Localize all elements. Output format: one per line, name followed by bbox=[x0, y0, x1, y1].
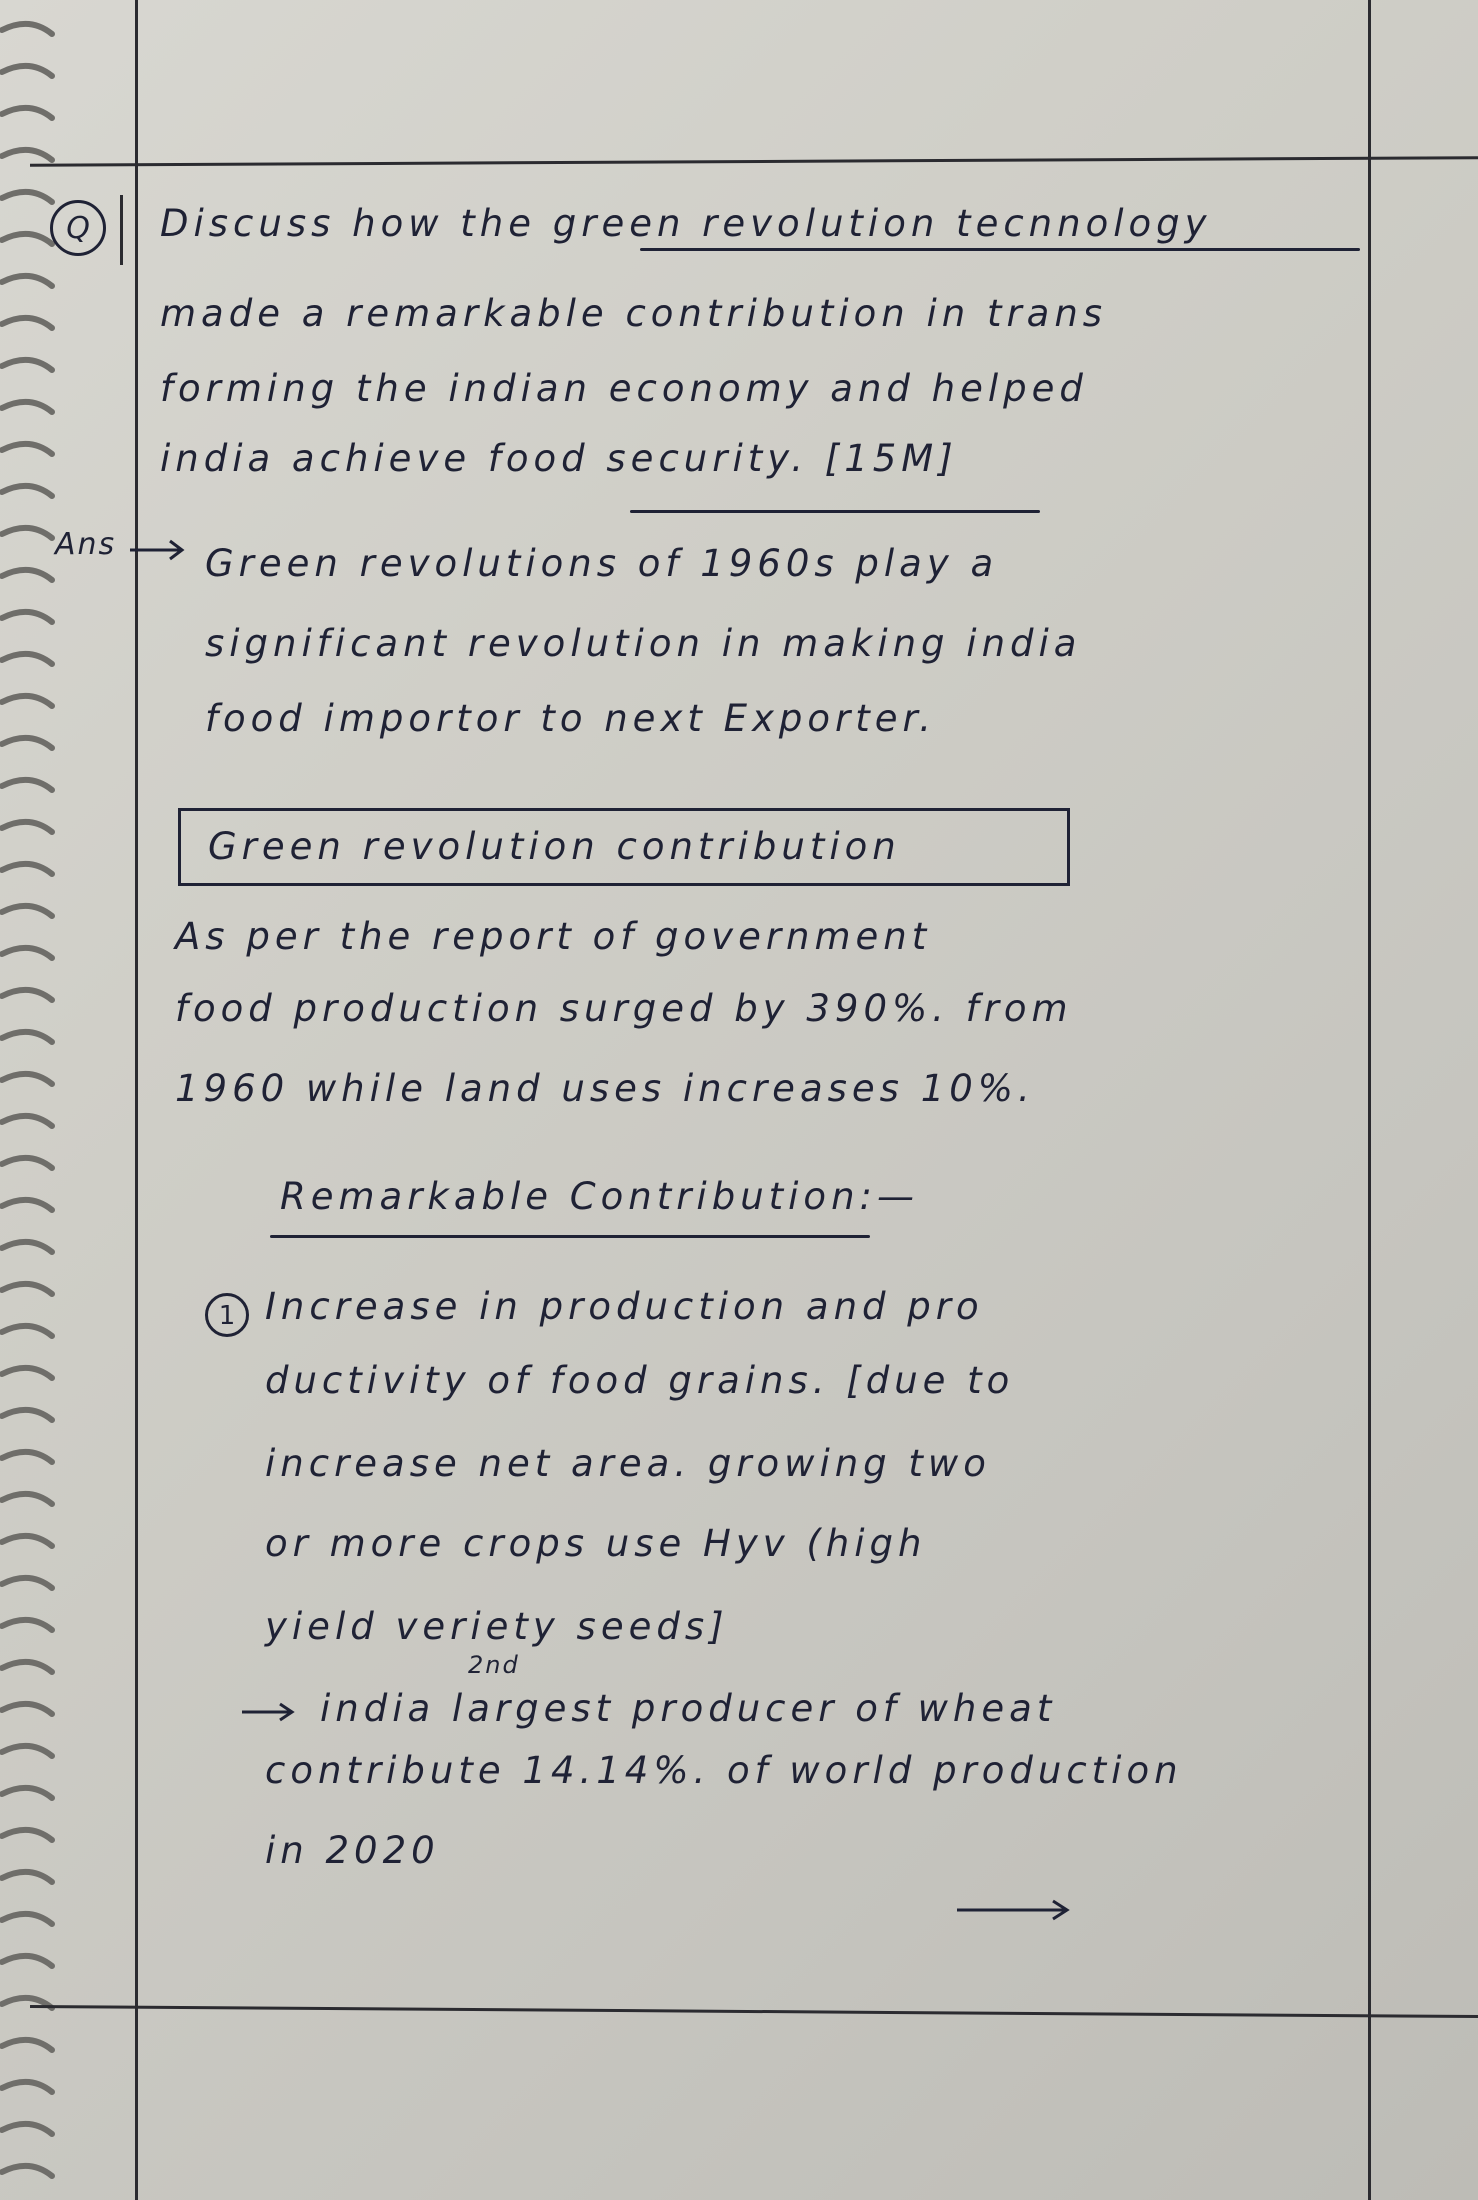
point1-line-2: ductivity of food grains. [due to bbox=[265, 1359, 1015, 1402]
wheat-line-3: in 2020 bbox=[265, 1829, 440, 1872]
continue-arrow-icon bbox=[955, 1895, 1075, 1925]
left-margin-line bbox=[135, 0, 138, 2200]
point1-line-3: increase net area. growing two bbox=[265, 1442, 991, 1485]
question-line-3: forming the indian economy and helped bbox=[160, 367, 1088, 410]
point1-line-5: yield veriety seeds] bbox=[265, 1605, 729, 1648]
question-number-divider bbox=[120, 195, 123, 265]
question-line-2: made a remarkable contribution in trans bbox=[160, 292, 1108, 335]
report-line-2: food production surged by 390%. from bbox=[175, 987, 1073, 1030]
wheat-line-2: contribute 14.14%. of world production bbox=[265, 1749, 1183, 1792]
bullet-arrow-icon bbox=[240, 1700, 300, 1724]
right-margin-line bbox=[1368, 0, 1371, 2200]
answer-line-1: Green revolutions of 1960s play a bbox=[205, 542, 999, 585]
spiral-binding-icon bbox=[0, 0, 60, 2200]
question-line-1: Discuss how the green revolution tecnnology bbox=[160, 202, 1212, 245]
green-revolution-underline bbox=[640, 248, 1360, 251]
answer-arrow-icon bbox=[128, 535, 188, 565]
footer-line bbox=[30, 2005, 1478, 2018]
point1-line-1: Increase in production and pro bbox=[265, 1285, 984, 1328]
question-line-4: india achieve food security. [15M] bbox=[160, 437, 958, 480]
point-number: 1 bbox=[218, 1301, 236, 1331]
question-number-circle bbox=[50, 200, 106, 256]
answer-line-2: significant revolution in making india bbox=[205, 622, 1082, 665]
remarkable-heading: Remarkable Contribution:— bbox=[280, 1175, 919, 1218]
section-box-title: Green revolution contribution bbox=[208, 825, 901, 868]
answer-line-3: food importor to next Exporter. bbox=[205, 697, 937, 740]
point-number-circle bbox=[205, 1293, 249, 1337]
report-line-3: 1960 while land uses increases 10%. bbox=[175, 1067, 1035, 1110]
answer-marker: Ans bbox=[55, 527, 117, 562]
wheat-superscript: 2nd bbox=[468, 1651, 520, 1679]
remarkable-underline bbox=[270, 1235, 870, 1238]
food-security-underline bbox=[630, 510, 1040, 513]
header-line bbox=[30, 156, 1478, 167]
point1-line-4: or more crops use Hyv (high bbox=[265, 1522, 927, 1565]
question-number: Q bbox=[66, 211, 90, 246]
wheat-line-1: india largest producer of wheat bbox=[320, 1687, 1057, 1730]
report-line-1: As per the report of government bbox=[175, 915, 932, 958]
